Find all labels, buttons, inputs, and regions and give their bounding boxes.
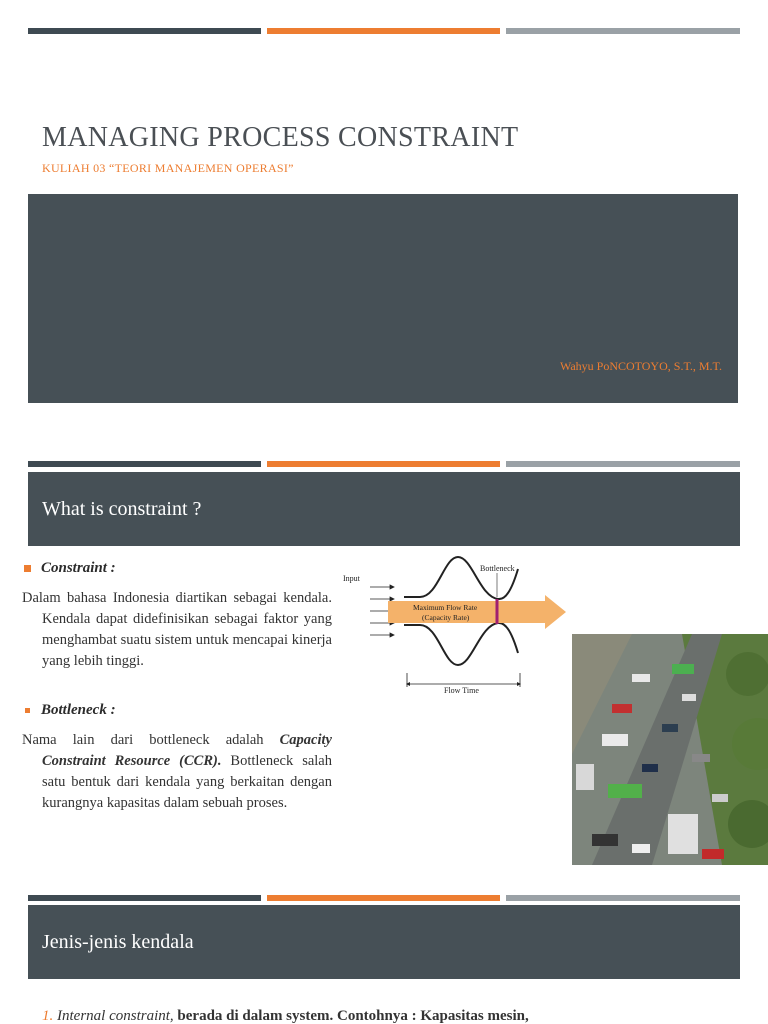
diagram-input-label: Input: [343, 574, 360, 583]
slide1-top-stripe: [28, 28, 740, 34]
item-bold-text: berada di dalam system. Contohnya : Kapasitas mesin,: [173, 1008, 529, 1024]
flow-arrow: [388, 595, 566, 629]
bottleneck-text-before: Nama lain dari bottleneck adalah: [22, 732, 280, 748]
slide3-top-stripe: [28, 895, 740, 901]
bottleneck-text-bold: Capacity Constraint Resource (CCR).: [42, 732, 332, 769]
traffic-jam-photo: [572, 634, 768, 865]
diagram-flow-time-label: Flow Time: [444, 686, 479, 695]
slide2-header: [28, 472, 740, 546]
slide1-author: Wahyu PoNCOTOYO, S.T., M.T.: [559, 359, 722, 373]
pipe-bottom-curve: [404, 623, 518, 665]
slide3-header-text: Jenis-jenis kendala: [42, 930, 194, 953]
slide1-title: MANAGING PROCESS CONSTRAINT: [42, 122, 519, 153]
item-italic-term: Internal constraint,: [53, 1008, 174, 1024]
diagram-arrow-label-2: (Capacity Rate): [422, 613, 470, 622]
bottleneck-diagram: [340, 553, 570, 698]
slide1-subtitle: KULIAH 03 “TEORI MANAJEMEN OPERASI”: [42, 161, 294, 175]
item-number: 1.: [42, 1008, 54, 1024]
slide2-header-text: What is constraint ?: [42, 497, 202, 520]
diagram-bottleneck-label: Bottleneck: [480, 564, 515, 573]
bullet-bottleneck: [24, 702, 116, 719]
bullet-constraint: [24, 560, 116, 577]
diagram-arrow-label-1: Maximum Flow Rate: [413, 603, 478, 612]
bullet-square-icon: [24, 565, 31, 572]
bottleneck-text-after: Bottleneck salah satu bentuk dari kendala yang berkaitan dengan kurangnya kapasitas dalam sebuah proses.: [42, 753, 332, 811]
bottleneck-paragraph: [22, 730, 332, 814]
bullet-bottleneck-heading: Bottleneck :: [41, 702, 116, 718]
internal-constraint-item: [42, 1008, 732, 1024]
constraint-paragraph: Dalam bahasa Indonesia diartikan sebagai kendala. Kendala dapat didefinisikan sebagai faktor yang menghambat suatu sistem untuk mencapai kinerja yang lebih tinggi.: [22, 590, 332, 669]
bullet-square-icon: [25, 708, 30, 713]
bullet-constraint-heading: Constraint :: [41, 560, 116, 576]
slide3-header: [28, 905, 740, 979]
slide2-top-stripe: [28, 461, 740, 467]
slide1-dark-panel: [28, 194, 738, 403]
